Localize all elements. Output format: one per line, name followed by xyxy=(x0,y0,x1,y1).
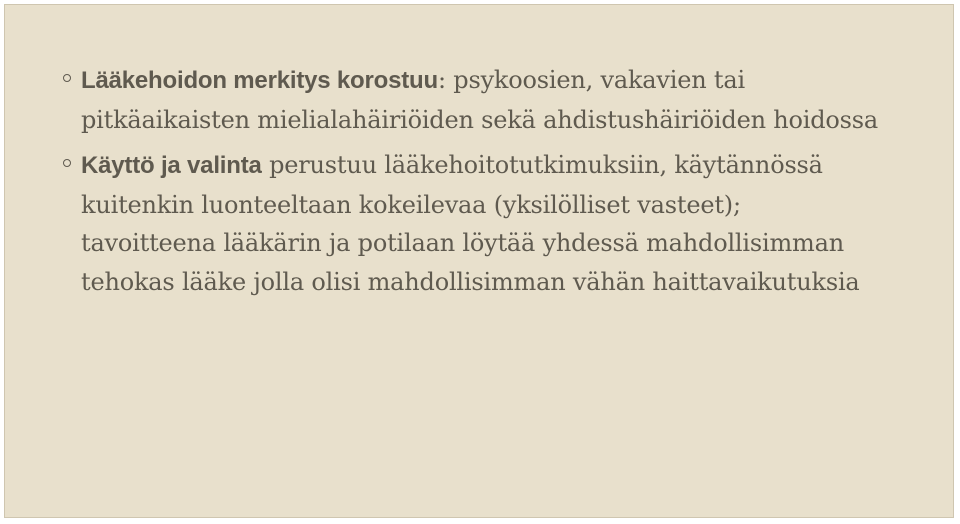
slide xyxy=(4,4,954,518)
bullet-separator: : xyxy=(437,66,454,94)
bullet-text: perustuu lääkehoitotutkimuksiin, käytännössä kuitenkin luonteeltaan kokeilevaa (yksilölliset vasteet); tavoitteena lääkärin ja potilaan löytää yhdessä mahdollisimman tehokas lääke jolla olisi mahdollisimman vähän haittavaikutuksia xyxy=(81,151,860,296)
circle-bullet-icon xyxy=(63,74,71,82)
circle-bullet-icon xyxy=(63,159,71,167)
bullet-lead: Lääkehoidon merkitys korostuu xyxy=(81,67,438,94)
bullet-item-kaytto-ja-valinta xyxy=(63,146,883,301)
bullet-separator xyxy=(262,151,269,179)
bullet-text: psykoosien, vakavien tai pitkäaikaisten mielialahäiriöiden sekä ahdistushäiriöiden hoidossa xyxy=(81,66,878,134)
bullet-list xyxy=(63,61,883,301)
bullet-lead: Käyttö ja valinta xyxy=(81,152,262,179)
bullet-item-lakehoidon-merkitys xyxy=(63,61,883,139)
